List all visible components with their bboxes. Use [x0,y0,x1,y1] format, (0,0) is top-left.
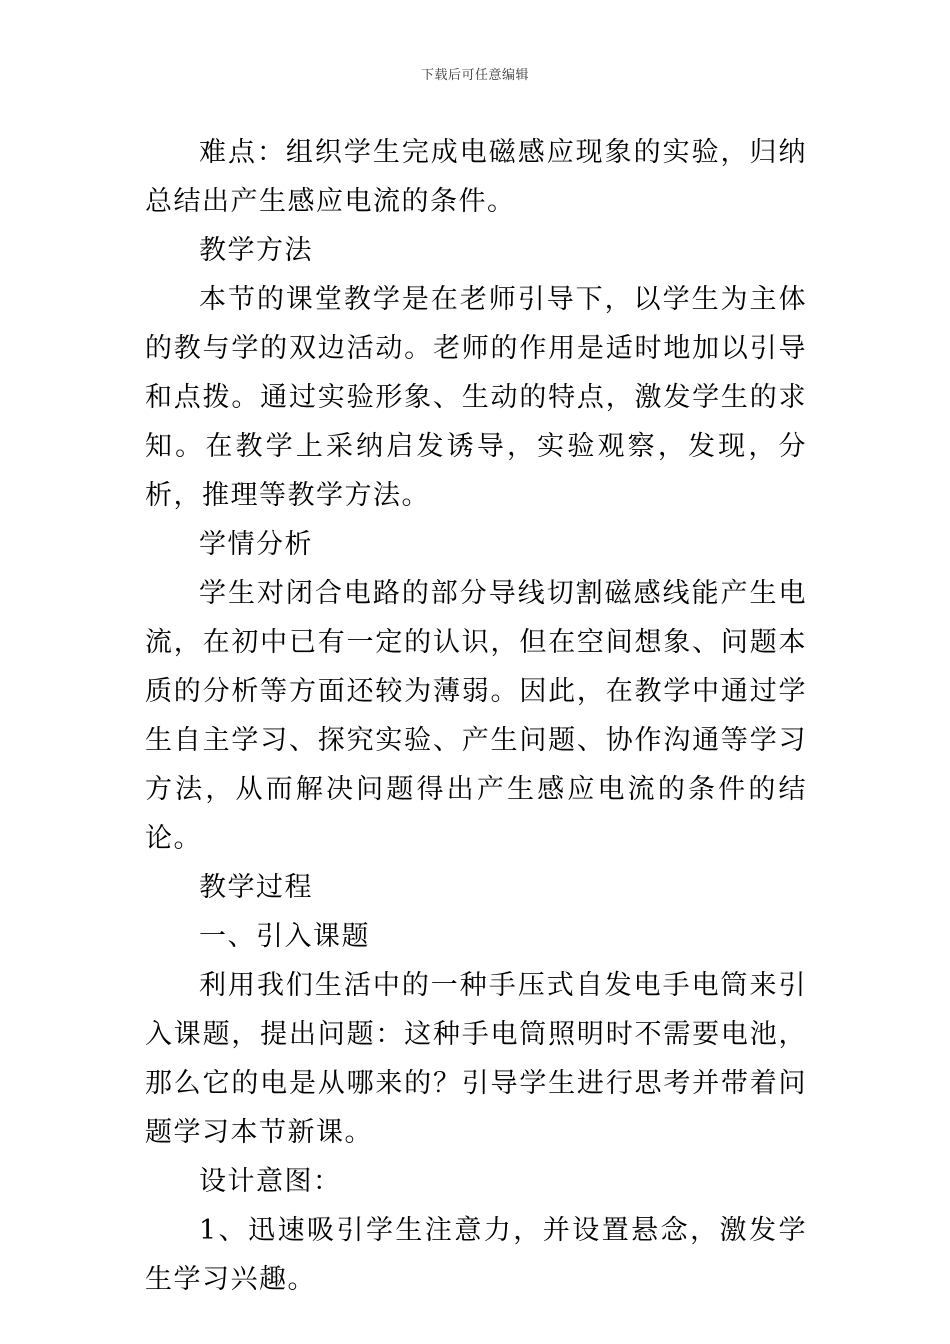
student-analysis-paragraph: 学生对闭合电路的部分导线切割磁感线能产生电流，在初中已有一定的认识，但在空间想象、问题本质的分析等方面还较为薄弱。因此，在教学中通过学生自主学习、探究实验、产生问题、协作沟通等学习方法，从而解决问题得出产生感应电流的条件的结论。 [145,578,807,854]
page-header-note: 下载后可任意编辑 [420,68,529,83]
introduction-heading: 一、引入课题 [199,921,370,952]
design-intent-item-1: 1、迅速吸引学生注意力，并设置悬念，激发学生学习兴趣。 [145,1215,807,1295]
teaching-process-heading: 教学过程 [199,872,313,903]
difficulty-paragraph: 难点：组织学生完成电磁感应现象的实验，归纳总结出产生感应电流的条件。 [145,137,807,217]
introduction-paragraph: 利用我们生活中的一种手压式自发电手电筒来引入课题，提出问题：这种手电筒照明时不需要电池，那么它的电是从哪来的？引导学生进行思考并带着问题学习本节新课。 [145,970,807,1148]
teaching-methods-heading: 教学方法 [199,235,313,266]
teaching-methods-paragraph: 本节的课堂教学是在老师引导下，以学生为主体的教与学的双边活动。老师的作用是适时地加以引导和点拨。通过实验形象、生动的特点，激发学生的求知。在教学上采纳启发诱导，实验观察，发现，分析，推理等教学方法。 [145,284,807,511]
student-analysis-heading: 学情分析 [199,529,313,560]
design-intent-heading: 设计意图： [199,1166,342,1197]
document-body [145,128,807,1304]
